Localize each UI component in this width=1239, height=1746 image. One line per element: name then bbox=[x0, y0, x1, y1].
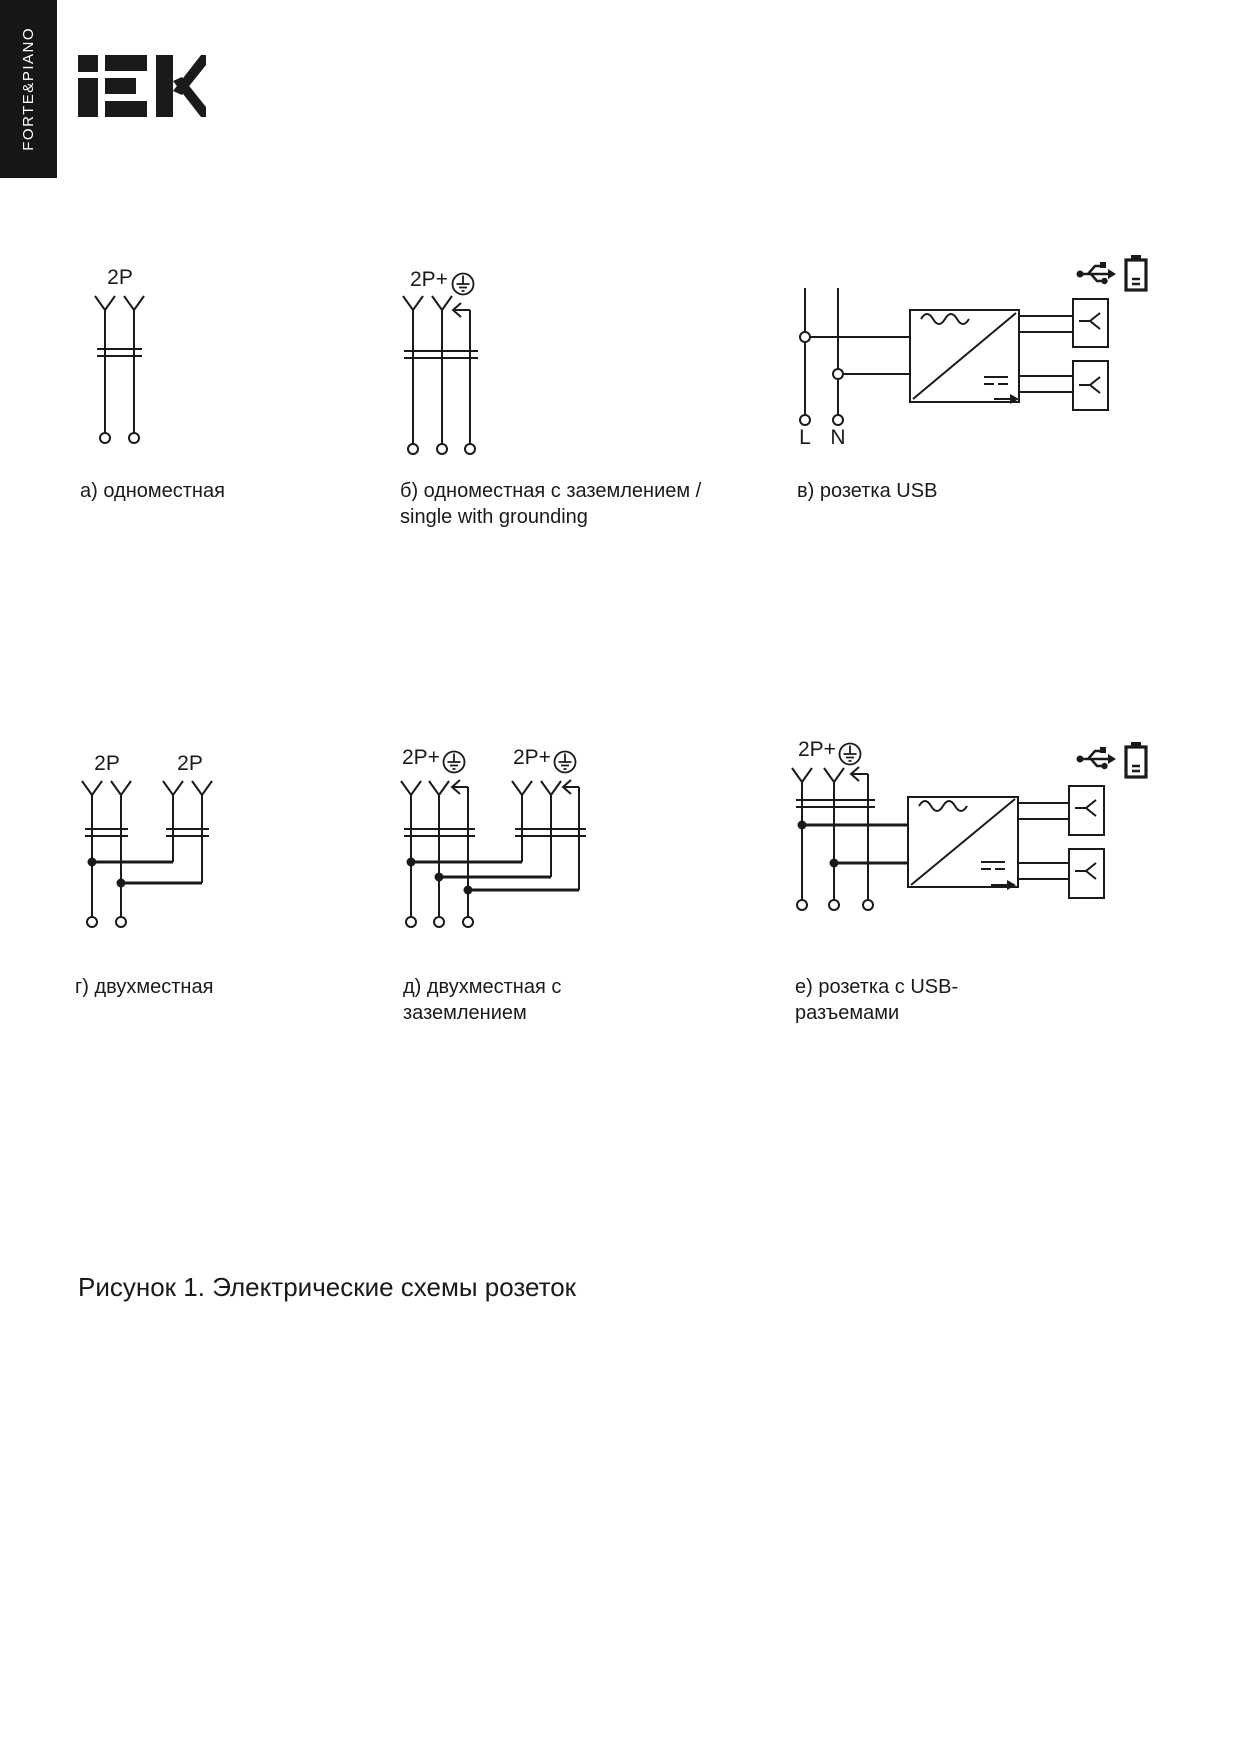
usb-icon bbox=[1076, 259, 1116, 289]
pole-count-label: 2P+ bbox=[402, 746, 440, 769]
diagram-d-caption-line2: заземлением bbox=[403, 1002, 527, 1024]
usb-port-icon bbox=[1073, 299, 1108, 347]
single-socket-schematic bbox=[80, 260, 150, 450]
usb-port-icon bbox=[1069, 849, 1104, 898]
usb-port-icon bbox=[1073, 361, 1108, 410]
diagram-d-caption-line1: д) двухместная с bbox=[403, 976, 562, 998]
usb-icon bbox=[1076, 744, 1116, 774]
battery-icon bbox=[1122, 740, 1150, 780]
diagram-e-caption-line2: разъемами bbox=[795, 1002, 900, 1024]
ac-dc-converter-icon bbox=[908, 797, 1018, 890]
pole-count-label: 2P+ bbox=[798, 738, 836, 761]
neutral-terminal-label: N bbox=[830, 426, 846, 449]
pole-count-label: 2P+ bbox=[410, 268, 448, 291]
ac-dc-converter-icon bbox=[910, 310, 1019, 404]
battery-icon bbox=[1122, 253, 1150, 293]
single-grounded-socket-schematic bbox=[395, 260, 490, 460]
double-grounded-socket-schematic bbox=[395, 740, 595, 935]
diagram-b-caption-line1: б) одноместная с заземлением / bbox=[400, 480, 702, 502]
pole-count-label: 2P bbox=[94, 752, 120, 775]
figure-caption: Рисунок 1. Электрические схемы розеток bbox=[78, 1272, 577, 1302]
double-socket-schematic bbox=[70, 745, 220, 935]
diagram-v-caption: в) розетка USB bbox=[797, 480, 938, 502]
diagram-g-caption: г) двухместная bbox=[75, 976, 214, 998]
pole-count-label: 2P bbox=[107, 266, 133, 289]
diagram-b-caption-line2: single with grounding bbox=[400, 506, 588, 528]
pole-count-label: 2P bbox=[177, 752, 203, 775]
usb-port-icon bbox=[1069, 786, 1104, 835]
brand-sidebar bbox=[0, 0, 57, 178]
iek-logo bbox=[78, 55, 206, 117]
pole-count-label: 2P+ bbox=[513, 746, 551, 769]
diagram-a-caption: а) одноместная bbox=[80, 480, 225, 502]
series-label: FORTE&PIANO bbox=[20, 27, 37, 151]
diagram-e-caption-line1: е) розетка с USB- bbox=[795, 976, 959, 998]
line-terminal-label: L bbox=[799, 426, 811, 449]
